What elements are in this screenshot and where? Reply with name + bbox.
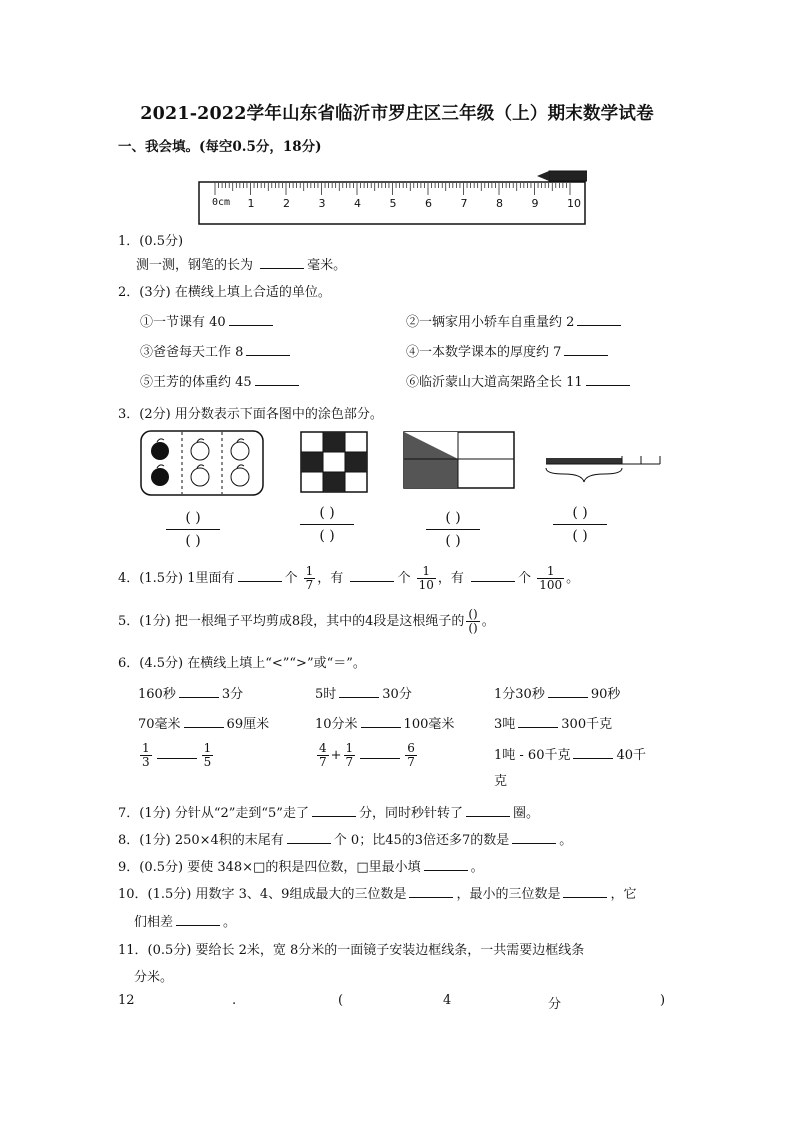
q3-answer-2: ( ) ( ) xyxy=(300,505,354,544)
q6-r1-c: 1分30秒 90秒 xyxy=(494,683,620,702)
ruler-label: 5 xyxy=(389,197,397,210)
q12-paren-open: ( xyxy=(338,993,344,1008)
q6-blank[interactable] xyxy=(157,745,197,759)
q6-head: 6．(4.5分) 在横线上填上“<”“>”或“＝”。 xyxy=(118,656,366,671)
q6-r2-a: 70毫米 69厘米 xyxy=(138,713,269,732)
q2-item-6: ⑥临沂蒙山大道高架路全长 11 xyxy=(406,371,633,390)
q2-blank-1[interactable] xyxy=(229,312,273,326)
q3-head: 3．(2分) 用分数表示下面各图中的涂色部分。 xyxy=(118,407,383,422)
q1-text-a: 测一测，钢笔的长为 xyxy=(136,258,254,273)
q12-num: 12 xyxy=(118,993,135,1008)
q6-r1-b: 5时 30分 xyxy=(315,683,412,702)
q6-blank[interactable] xyxy=(573,745,613,759)
checker-grid-figure xyxy=(300,431,368,493)
ruler-label: 3 xyxy=(318,197,326,210)
q2-item-5: ⑤王芳的体重约 45 xyxy=(140,371,302,390)
q6-blank[interactable] xyxy=(518,714,558,728)
q2-item-4: ④一本数学课本的厚度约 7 xyxy=(406,341,611,360)
q10-blank-2[interactable] xyxy=(563,884,607,898)
ruler-label: 10 xyxy=(567,197,581,210)
q4-blank-2[interactable] xyxy=(350,568,394,582)
q3-answer-1: ( ) ( ) xyxy=(166,510,220,549)
q11-line: 11．(0.5分) 要给长 2米，宽 8分米的一面镜子安装边框线条，一共需要边框线条 xyxy=(118,943,585,958)
q11-line-2: 分米。 xyxy=(134,970,174,985)
ruler-label: 7 xyxy=(460,197,468,210)
q12-paren-close: ) xyxy=(660,993,666,1008)
q8-line: 8．(1分) 250×4积的末尾有 个 0；比45的3倍还多7的数是 。 xyxy=(118,829,572,848)
q6-r3-c: 1吨 - 60千克 40千 xyxy=(494,744,646,763)
q2-item-1: ①一节课有 40 xyxy=(140,311,276,330)
q6-r2-c: 3吨 300千克 xyxy=(494,713,612,732)
q10-blank-1[interactable] xyxy=(409,884,453,898)
q2-head: 2．(3分) 在横线上填上合适的单位。 xyxy=(118,285,331,300)
q3-answer-3: ( ) ( ) xyxy=(426,510,480,549)
q8-blank-2[interactable] xyxy=(512,830,556,844)
q6-blank[interactable] xyxy=(360,745,400,759)
q9-blank[interactable] xyxy=(424,857,468,871)
q6-r3-b: $\frac{4}{7}$ + $\frac{1}{7}$ $\frac{6}{7}$ xyxy=(319,741,415,769)
page-title: 2021-2022学年山东省临沂市罗庄区三年级（上）期末数学试卷 xyxy=(140,104,654,124)
q6-blank[interactable] xyxy=(548,684,588,698)
q6-r1-a: 160秒 3分 xyxy=(138,683,243,702)
q3-answer-4: ( ) ( ) xyxy=(553,505,607,544)
segment-brace-figure xyxy=(540,450,666,490)
q6-blank[interactable] xyxy=(361,714,401,728)
q2-blank-4[interactable] xyxy=(564,342,608,356)
q6-r3-c-tail: 克 xyxy=(494,774,508,789)
q2-blank-6[interactable] xyxy=(586,372,630,386)
q4-line: 4．(1.5分) 1里面有 个 $\frac{1}{7}$ ，有 个 $\frac{1}{10}$ ，有 个 $\frac{1}{100}$ 。 xyxy=(118,564,580,592)
q2-item-3: ③爸爸每天工作 8 xyxy=(140,341,293,360)
q10-line-2: 们相差 。 xyxy=(134,911,236,930)
q6-blank[interactable] xyxy=(184,714,224,728)
q4-blank-1[interactable] xyxy=(238,568,282,582)
q10-line: 10．(1.5分) 用数字 3、4、9组成最大的三位数是 ，最小的三位数是 ，它 xyxy=(118,883,636,902)
peach-box-figure xyxy=(140,430,264,496)
q2-item-2: ②一辆家用小轿车自重量约 2 xyxy=(406,311,624,330)
ruler-label: 6 xyxy=(425,197,432,210)
q9-line: 9．(0.5分) 要使 348×□的积是四位数，□里最小填 。 xyxy=(118,856,484,875)
q7-blank-2[interactable] xyxy=(466,803,510,817)
q6-r3-a: $\frac{1}{3}$ $\frac{1}{5}$ xyxy=(142,741,212,769)
q12-dot: . xyxy=(232,993,237,1008)
q7-line: 7．(1分) 分针从“2”走到“5”走了 分，同时秒针转了 圈。 xyxy=(118,802,539,821)
q5-line: 5．(1分) 把一根绳子平均剪成8段，其中的4段是这根绳子的 $\frac{()}{()}$ 。 xyxy=(118,607,495,635)
q1-head: 1．(0.5分) xyxy=(118,234,184,249)
q8-blank-1[interactable] xyxy=(287,830,331,844)
q12-score: 4 xyxy=(443,993,452,1008)
q12-fen: 分 xyxy=(548,997,562,1012)
q7-blank-1[interactable] xyxy=(312,803,356,817)
q6-blank[interactable] xyxy=(179,684,219,698)
triangle-rect-figure xyxy=(403,431,516,489)
ruler-label: 2 xyxy=(283,197,290,210)
q6-blank[interactable] xyxy=(339,684,379,698)
q1-text-b: 毫米。 xyxy=(307,258,347,273)
ruler-label: 4 xyxy=(354,197,361,210)
pen-icon xyxy=(537,168,587,181)
q10-blank-3[interactable] xyxy=(176,912,220,926)
q2-blank-3[interactable] xyxy=(246,342,290,356)
q1-blank[interactable] xyxy=(260,255,304,269)
q2-blank-2[interactable] xyxy=(577,312,621,326)
q6-r2-b: 10分米 100毫米 xyxy=(315,713,454,732)
q1-line xyxy=(136,254,346,273)
ruler-label: 8 xyxy=(496,197,503,210)
ruler-label: 1 xyxy=(247,197,255,210)
q4-blank-3[interactable] xyxy=(471,568,515,582)
q2-blank-5[interactable] xyxy=(255,372,299,386)
ruler-unit: 0cm xyxy=(212,197,231,208)
section-heading: 一、我会填。(每空0.5分，18分) xyxy=(118,139,322,155)
ruler-label: 9 xyxy=(531,197,539,210)
ruler-figure xyxy=(197,164,587,226)
